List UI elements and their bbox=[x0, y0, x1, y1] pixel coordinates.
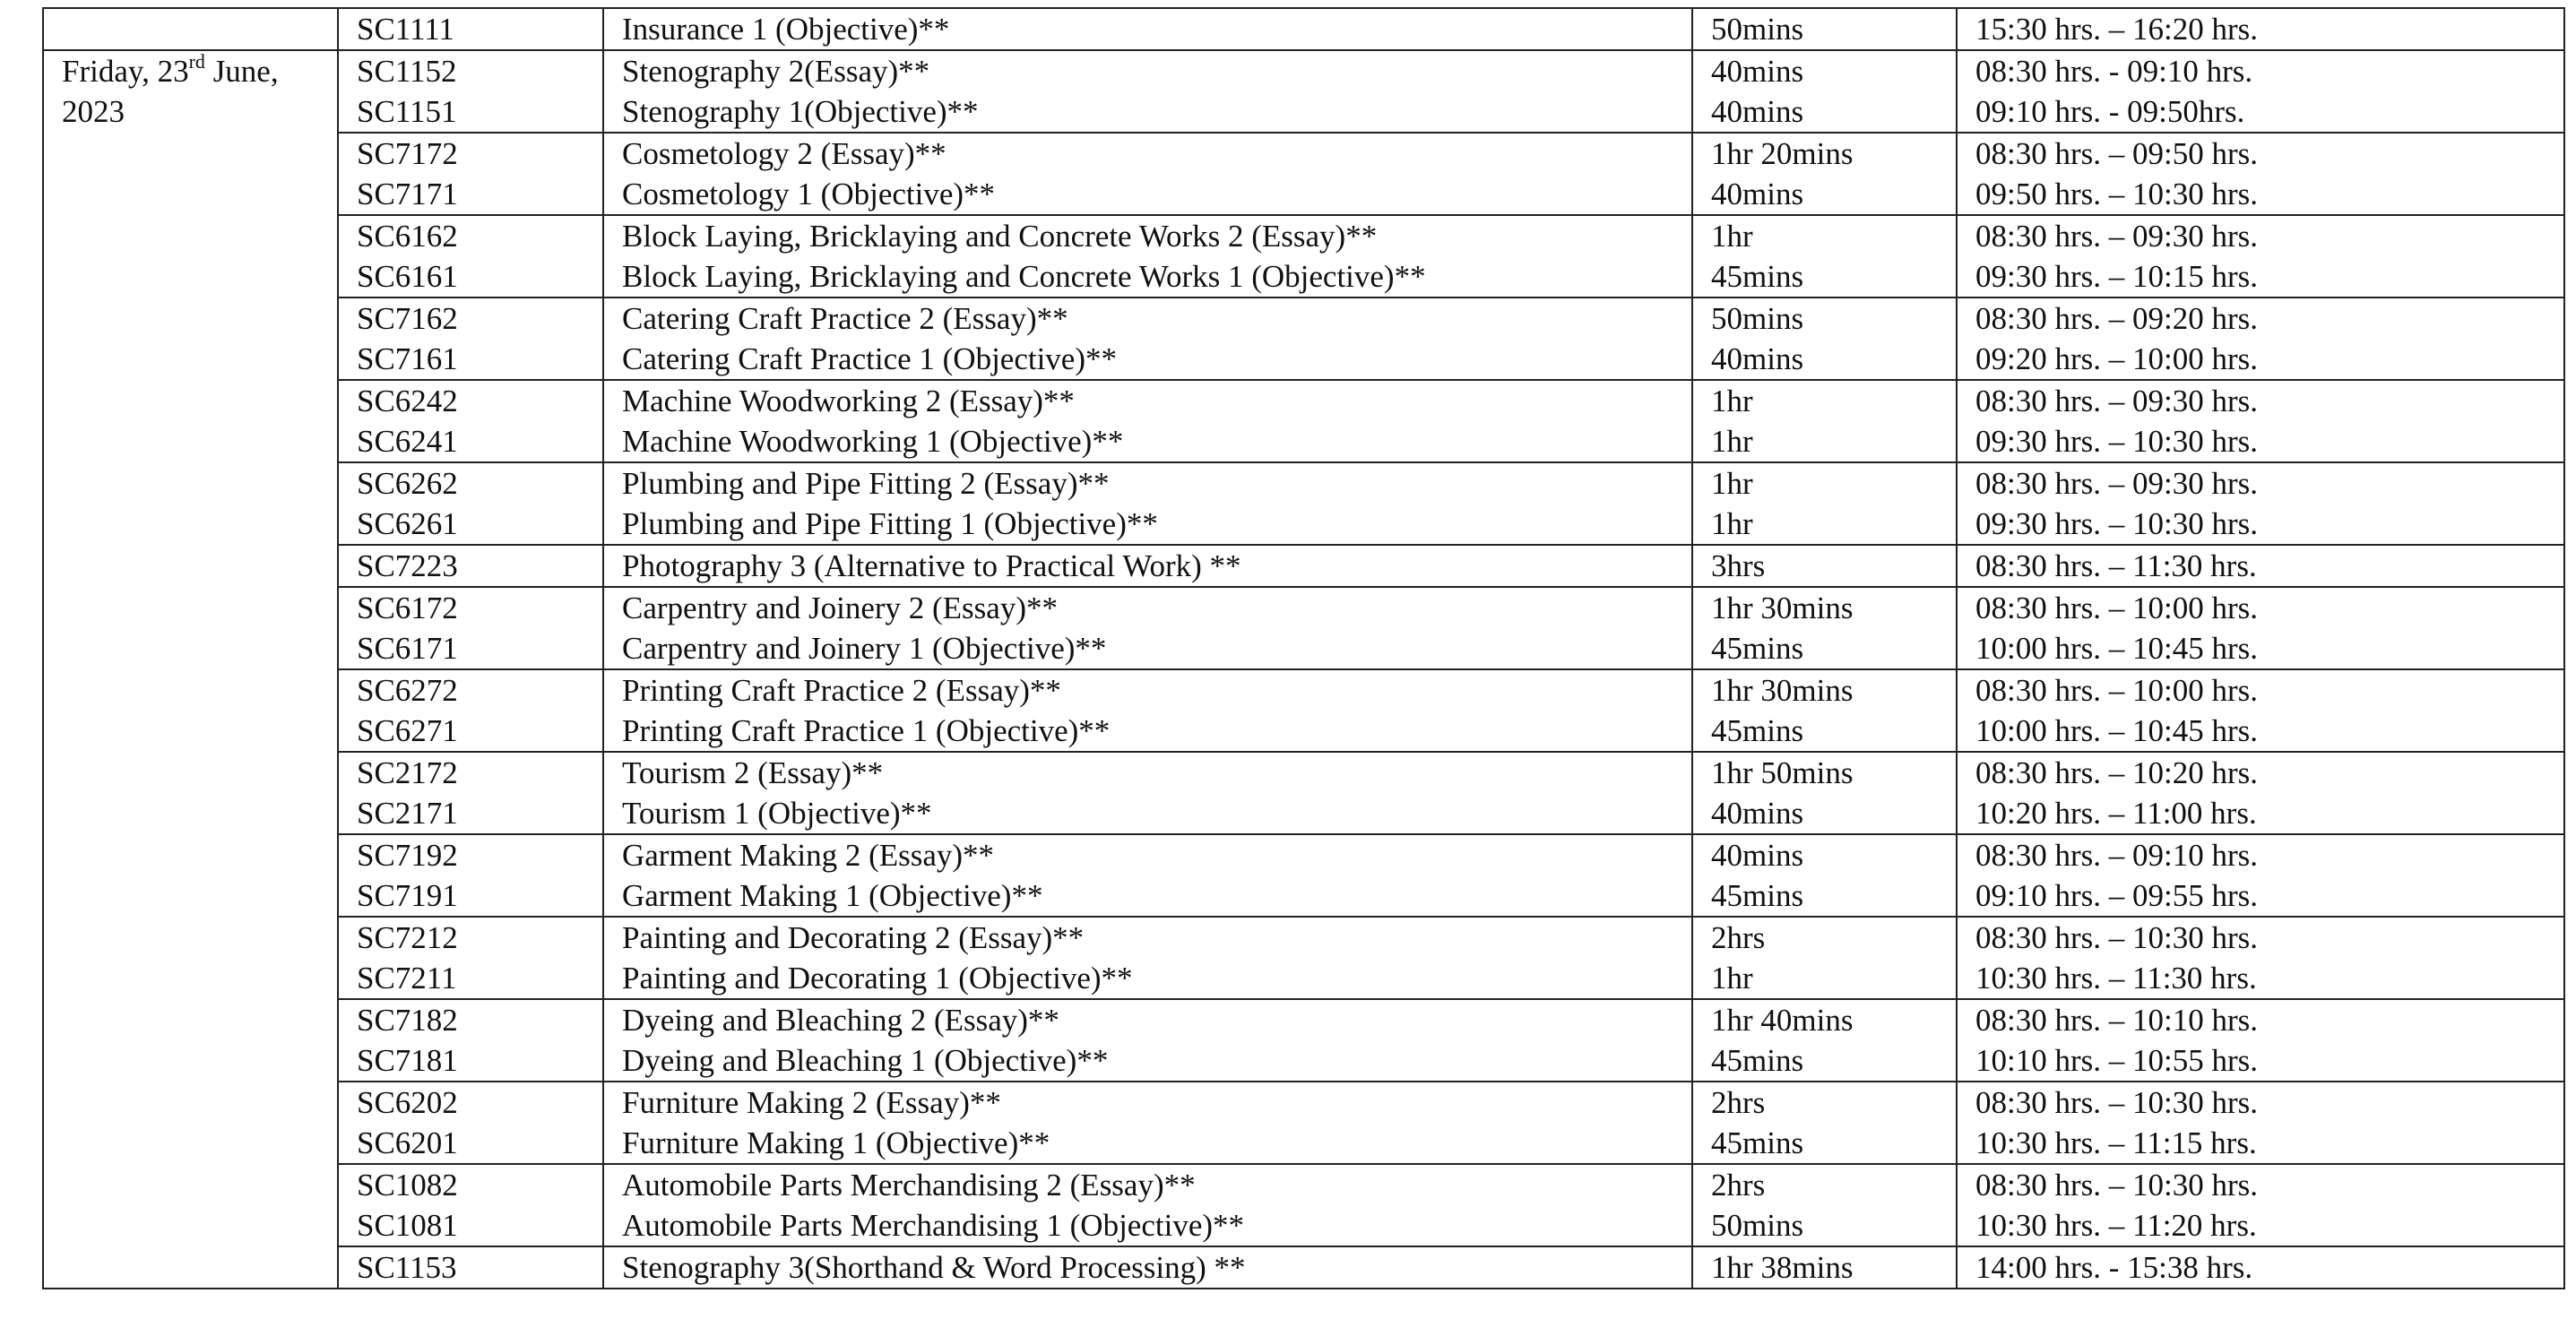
paper-title-cell bbox=[603, 1246, 1692, 1289]
paper-duration: 3hrs bbox=[1711, 548, 1766, 583]
paper-title: Garment Making 1 (Objective)** bbox=[622, 878, 1043, 913]
paper-title: Furniture Making 2 (Essay)** bbox=[622, 1085, 1001, 1120]
paper-duration: 1hr bbox=[1711, 961, 1753, 996]
paper-title: Dyeing and Bleaching 1 (Objective)** bbox=[622, 1043, 1109, 1078]
paper-code: SC6241 bbox=[357, 424, 458, 459]
exam-date-cell bbox=[43, 50, 338, 1289]
paper-code-cell bbox=[338, 1246, 603, 1289]
paper-code: SC7192 bbox=[357, 838, 458, 873]
paper-duration: 1hr bbox=[1711, 219, 1753, 254]
paper-duration: 2hrs bbox=[1711, 920, 1766, 955]
paper-time-cell bbox=[1957, 1164, 2564, 1246]
paper-time: 14:00 hrs. - 15:38 hrs. bbox=[1975, 1250, 2253, 1285]
paper-title-cell bbox=[603, 462, 1692, 545]
paper-duration: 45mins bbox=[1711, 1125, 1804, 1160]
paper-group-row bbox=[43, 8, 2564, 50]
paper-title-cell bbox=[603, 587, 1692, 669]
paper-duration: 50mins bbox=[1711, 12, 1804, 47]
paper-group-row bbox=[43, 1082, 2564, 1164]
paper-time: 09:30 hrs. – 10:30 hrs. bbox=[1975, 424, 2258, 459]
paper-code: SC6201 bbox=[357, 1125, 458, 1160]
paper-time-cell bbox=[1957, 917, 2564, 999]
paper-title: Printing Craft Practice 2 (Essay)** bbox=[622, 673, 1061, 708]
paper-title: Stenography 2(Essay)** bbox=[622, 54, 930, 89]
exam-date-day: Friday, 23 bbox=[62, 54, 189, 89]
paper-duration: 2hrs bbox=[1711, 1085, 1766, 1120]
paper-code: SC7212 bbox=[357, 920, 458, 955]
paper-code: SC7181 bbox=[357, 1043, 458, 1078]
paper-title: Automobile Parts Merchandising 1 (Objective)** bbox=[622, 1208, 1245, 1243]
paper-code-cell bbox=[338, 1164, 603, 1246]
paper-code-cell bbox=[338, 834, 603, 917]
paper-duration-cell bbox=[1692, 462, 1957, 545]
paper-duration: 40mins bbox=[1711, 838, 1804, 873]
paper-title: Block Laying, Bricklaying and Concrete Works 2 (Essay)** bbox=[622, 219, 1378, 254]
paper-group-row bbox=[43, 1164, 2564, 1246]
paper-code-cell bbox=[338, 669, 603, 752]
paper-title-cell bbox=[603, 669, 1692, 752]
paper-code: SC7161 bbox=[357, 341, 458, 376]
paper-title-cell bbox=[603, 50, 1692, 133]
paper-duration-cell bbox=[1692, 1246, 1957, 1289]
paper-duration: 1hr 30mins bbox=[1711, 591, 1854, 625]
paper-code: SC6172 bbox=[357, 591, 458, 625]
paper-duration-cell bbox=[1692, 1082, 1957, 1164]
paper-duration-cell bbox=[1692, 999, 1957, 1082]
paper-title: Painting and Decorating 2 (Essay)** bbox=[622, 920, 1085, 955]
exam-date-month: June, bbox=[204, 54, 279, 89]
paper-group-row bbox=[43, 999, 2564, 1082]
paper-time: 15:30 hrs. – 16:20 hrs. bbox=[1975, 12, 2258, 47]
paper-code: SC7211 bbox=[357, 961, 457, 996]
paper-time-cell bbox=[1957, 462, 2564, 545]
paper-code: SC6262 bbox=[357, 466, 458, 501]
paper-duration: 40mins bbox=[1711, 796, 1804, 831]
paper-duration: 45mins bbox=[1711, 631, 1804, 666]
paper-duration-cell bbox=[1692, 1164, 1957, 1246]
exam-date-year: 2023 bbox=[62, 94, 125, 129]
paper-time-cell bbox=[1957, 545, 2564, 587]
paper-duration-cell bbox=[1692, 834, 1957, 917]
paper-code: SC1152 bbox=[357, 54, 457, 89]
paper-group-row bbox=[43, 587, 2564, 669]
paper-title: Machine Woodworking 2 (Essay)** bbox=[622, 384, 1075, 418]
paper-code: SC7172 bbox=[357, 136, 458, 171]
paper-title-cell bbox=[603, 917, 1692, 999]
paper-time: 08:30 hrs. – 09:20 hrs. bbox=[1975, 301, 2258, 336]
paper-code: SC7162 bbox=[357, 301, 458, 336]
paper-duration: 50mins bbox=[1711, 1208, 1804, 1243]
paper-title: Block Laying, Bricklaying and Concrete Works 1 (Objective)** bbox=[622, 259, 1426, 294]
paper-duration: 50mins bbox=[1711, 301, 1804, 336]
paper-code: SC7191 bbox=[357, 878, 458, 913]
paper-title: Stenography 3(Shorthand & Word Processing) ** bbox=[622, 1250, 1246, 1285]
paper-time: 08:30 hrs. – 10:10 hrs. bbox=[1975, 1003, 2258, 1038]
paper-code-cell bbox=[338, 587, 603, 669]
paper-time: 08:30 hrs. – 10:00 hrs. bbox=[1975, 591, 2258, 625]
paper-time: 09:10 hrs. – 09:55 hrs. bbox=[1975, 878, 2258, 913]
paper-group-row bbox=[43, 462, 2564, 545]
paper-code: SC2171 bbox=[357, 796, 458, 831]
paper-duration: 45mins bbox=[1711, 1043, 1804, 1078]
paper-code-cell bbox=[338, 380, 603, 462]
paper-title: Cosmetology 1 (Objective)** bbox=[622, 177, 996, 211]
paper-duration: 1hr bbox=[1711, 466, 1753, 501]
paper-time: 10:00 hrs. – 10:45 hrs. bbox=[1975, 713, 2258, 748]
paper-group-row bbox=[43, 669, 2564, 752]
paper-title: Tourism 1 (Objective)** bbox=[622, 796, 932, 831]
paper-code: SC6242 bbox=[357, 384, 458, 418]
paper-duration: 1hr bbox=[1711, 424, 1753, 459]
paper-code: SC6161 bbox=[357, 259, 458, 294]
paper-code: SC6202 bbox=[357, 1085, 458, 1120]
paper-group-row bbox=[43, 297, 2564, 380]
paper-time-cell bbox=[1957, 834, 2564, 917]
paper-title: Plumbing and Pipe Fitting 1 (Objective)** bbox=[622, 506, 1158, 541]
paper-title-cell bbox=[603, 1082, 1692, 1164]
paper-title-cell bbox=[603, 133, 1692, 215]
paper-code: SC6272 bbox=[357, 673, 458, 708]
paper-duration: 45mins bbox=[1711, 878, 1804, 913]
paper-code: SC6171 bbox=[357, 631, 458, 666]
paper-time-cell bbox=[1957, 752, 2564, 834]
paper-title-cell bbox=[603, 545, 1692, 587]
paper-title: Carpentry and Joinery 1 (Objective)** bbox=[622, 631, 1107, 666]
paper-time-cell bbox=[1957, 133, 2564, 215]
paper-code-cell bbox=[338, 917, 603, 999]
paper-code-cell bbox=[338, 50, 603, 133]
paper-duration-cell bbox=[1692, 50, 1957, 133]
paper-title-cell bbox=[603, 380, 1692, 462]
paper-duration: 45mins bbox=[1711, 713, 1804, 748]
paper-code: SC1111 bbox=[357, 12, 454, 47]
paper-title-cell bbox=[603, 215, 1692, 297]
paper-title: Cosmetology 2 (Essay)** bbox=[622, 136, 947, 171]
exam-timetable bbox=[42, 7, 2565, 1289]
paper-group-row bbox=[43, 133, 2564, 215]
exam-date-ordinal: rd bbox=[188, 50, 205, 73]
paper-duration-cell bbox=[1692, 380, 1957, 462]
paper-code: SC7223 bbox=[357, 548, 458, 583]
paper-code: SC6162 bbox=[357, 219, 458, 254]
paper-title: Catering Craft Practice 1 (Objective)** bbox=[622, 341, 1118, 376]
paper-duration: 40mins bbox=[1711, 341, 1804, 376]
paper-duration: 1hr bbox=[1711, 384, 1753, 418]
paper-code-cell bbox=[338, 462, 603, 545]
paper-time: 08:30 hrs. – 09:30 hrs. bbox=[1975, 466, 2258, 501]
paper-time: 09:20 hrs. – 10:00 hrs. bbox=[1975, 341, 2258, 376]
paper-code-cell bbox=[338, 1082, 603, 1164]
paper-group-row bbox=[43, 50, 2564, 133]
paper-code: SC7171 bbox=[357, 177, 458, 211]
paper-time: 10:00 hrs. – 10:45 hrs. bbox=[1975, 631, 2258, 666]
paper-duration-cell bbox=[1692, 917, 1957, 999]
paper-time: 08:30 hrs. - 09:10 hrs. bbox=[1975, 54, 2253, 89]
paper-duration: 40mins bbox=[1711, 94, 1804, 129]
paper-time: 09:30 hrs. – 10:15 hrs. bbox=[1975, 259, 2258, 294]
paper-time-cell bbox=[1957, 999, 2564, 1082]
paper-time-cell bbox=[1957, 1082, 2564, 1164]
paper-time: 08:30 hrs. – 09:30 hrs. bbox=[1975, 384, 2258, 418]
paper-time-cell bbox=[1957, 297, 2564, 380]
paper-title-cell bbox=[603, 8, 1692, 50]
paper-group-row bbox=[43, 834, 2564, 917]
paper-title: Printing Craft Practice 1 (Objective)** bbox=[622, 713, 1111, 748]
paper-group-row bbox=[43, 380, 2564, 462]
paper-time-cell bbox=[1957, 215, 2564, 297]
paper-title: Photography 3 (Alternative to Practical Work) ** bbox=[622, 548, 1241, 583]
paper-duration-cell bbox=[1692, 133, 1957, 215]
paper-time-cell bbox=[1957, 8, 2564, 50]
paper-duration: 1hr 50mins bbox=[1711, 755, 1854, 790]
paper-time-cell bbox=[1957, 50, 2564, 133]
paper-duration: 1hr 38mins bbox=[1711, 1250, 1854, 1285]
paper-duration: 1hr 20mins bbox=[1711, 136, 1854, 171]
paper-code-cell bbox=[338, 8, 603, 50]
paper-title: Automobile Parts Merchandising 2 (Essay)** bbox=[622, 1168, 1196, 1203]
paper-group-row bbox=[43, 1246, 2564, 1289]
timetable-body bbox=[43, 8, 2564, 1289]
paper-title-cell bbox=[603, 834, 1692, 917]
paper-duration-cell bbox=[1692, 587, 1957, 669]
paper-title-cell bbox=[603, 999, 1692, 1082]
paper-title: Painting and Decorating 1 (Objective)** bbox=[622, 961, 1133, 996]
paper-time: 10:10 hrs. – 10:55 hrs. bbox=[1975, 1043, 2258, 1078]
paper-code: SC7182 bbox=[357, 1003, 458, 1038]
paper-time: 10:30 hrs. – 11:20 hrs. bbox=[1975, 1208, 2257, 1243]
paper-title: Dyeing and Bleaching 2 (Essay)** bbox=[622, 1003, 1059, 1038]
paper-duration: 40mins bbox=[1711, 177, 1804, 211]
paper-time: 08:30 hrs. – 09:10 hrs. bbox=[1975, 838, 2258, 873]
paper-code: SC2172 bbox=[357, 755, 458, 790]
paper-code: SC6271 bbox=[357, 713, 458, 748]
paper-duration: 2hrs bbox=[1711, 1168, 1766, 1203]
paper-time: 08:30 hrs. – 10:00 hrs. bbox=[1975, 673, 2258, 708]
paper-time: 09:10 hrs. - 09:50hrs. bbox=[1975, 94, 2245, 129]
paper-group-row bbox=[43, 545, 2564, 587]
date-cell-empty bbox=[43, 8, 338, 50]
paper-title: Insurance 1 (Objective)** bbox=[622, 12, 950, 47]
paper-time: 08:30 hrs. – 09:30 hrs. bbox=[1975, 219, 2258, 254]
paper-title: Catering Craft Practice 2 (Essay)** bbox=[622, 301, 1068, 336]
paper-time: 08:30 hrs. – 11:30 hrs. bbox=[1975, 548, 2257, 583]
paper-title: Furniture Making 1 (Objective)** bbox=[622, 1125, 1050, 1160]
paper-duration-cell bbox=[1692, 297, 1957, 380]
paper-time: 08:30 hrs. – 10:30 hrs. bbox=[1975, 920, 2258, 955]
paper-group-row bbox=[43, 215, 2564, 297]
paper-duration: 1hr bbox=[1711, 506, 1753, 541]
paper-duration: 45mins bbox=[1711, 259, 1804, 294]
paper-code: SC1153 bbox=[357, 1250, 457, 1285]
paper-time: 08:30 hrs. – 10:20 hrs. bbox=[1975, 755, 2258, 790]
paper-time: 10:20 hrs. – 11:00 hrs. bbox=[1975, 796, 2257, 831]
paper-code: SC6261 bbox=[357, 506, 458, 541]
paper-title: Tourism 2 (Essay)** bbox=[622, 755, 884, 790]
paper-code-cell bbox=[338, 215, 603, 297]
paper-time: 08:30 hrs. – 09:50 hrs. bbox=[1975, 136, 2258, 171]
paper-title: Carpentry and Joinery 2 (Essay)** bbox=[622, 591, 1058, 625]
paper-duration: 40mins bbox=[1711, 54, 1804, 89]
paper-duration-cell bbox=[1692, 8, 1957, 50]
paper-code-cell bbox=[338, 297, 603, 380]
paper-title: Machine Woodworking 1 (Objective)** bbox=[622, 424, 1124, 459]
paper-code: SC1151 bbox=[357, 94, 457, 129]
paper-code-cell bbox=[338, 999, 603, 1082]
paper-duration: 1hr 40mins bbox=[1711, 1003, 1854, 1038]
paper-duration-cell bbox=[1692, 545, 1957, 587]
paper-code: SC1081 bbox=[357, 1208, 458, 1243]
paper-code-cell bbox=[338, 545, 603, 587]
paper-title: Stenography 1(Objective)** bbox=[622, 94, 979, 129]
paper-code: SC1082 bbox=[357, 1168, 458, 1203]
paper-title-cell bbox=[603, 297, 1692, 380]
paper-time-cell bbox=[1957, 669, 2564, 752]
paper-code-cell bbox=[338, 752, 603, 834]
paper-title: Plumbing and Pipe Fitting 2 (Essay)** bbox=[622, 466, 1110, 501]
paper-time: 10:30 hrs. – 11:15 hrs. bbox=[1975, 1125, 2257, 1160]
paper-title-cell bbox=[603, 1164, 1692, 1246]
paper-duration-cell bbox=[1692, 215, 1957, 297]
paper-time: 08:30 hrs. – 10:30 hrs. bbox=[1975, 1168, 2258, 1203]
paper-time: 09:50 hrs. – 10:30 hrs. bbox=[1975, 177, 2258, 211]
paper-time-cell bbox=[1957, 380, 2564, 462]
paper-duration-cell bbox=[1692, 669, 1957, 752]
paper-time: 08:30 hrs. – 10:30 hrs. bbox=[1975, 1085, 2258, 1120]
paper-title: Garment Making 2 (Essay)** bbox=[622, 838, 995, 873]
paper-time: 09:30 hrs. – 10:30 hrs. bbox=[1975, 506, 2258, 541]
paper-duration: 1hr 30mins bbox=[1711, 673, 1854, 708]
paper-time-cell bbox=[1957, 1246, 2564, 1289]
paper-code-cell bbox=[338, 133, 603, 215]
paper-group-row bbox=[43, 917, 2564, 999]
paper-duration-cell bbox=[1692, 752, 1957, 834]
paper-time: 10:30 hrs. – 11:30 hrs. bbox=[1975, 961, 2257, 996]
paper-time-cell bbox=[1957, 587, 2564, 669]
paper-title-cell bbox=[603, 752, 1692, 834]
exam-date bbox=[62, 51, 337, 91]
paper-group-row bbox=[43, 752, 2564, 834]
timetable-sheet bbox=[42, 7, 2563, 1289]
